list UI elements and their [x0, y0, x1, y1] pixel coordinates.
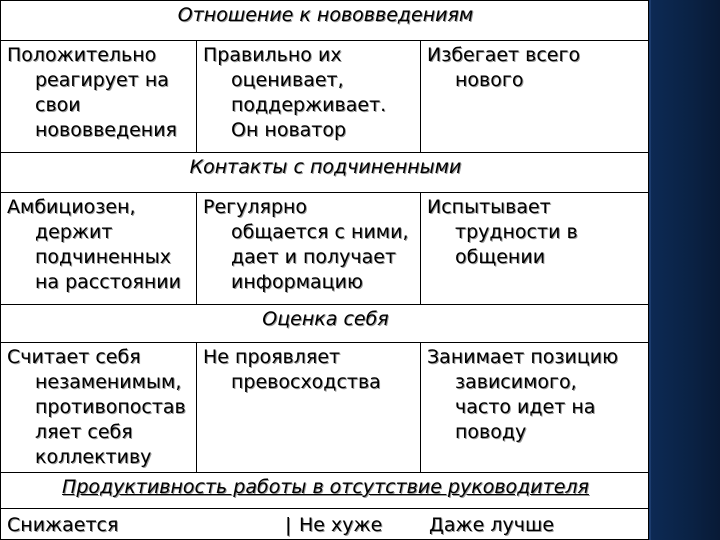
table-cell: Амбициозен, держит подчиненных на расстоянии — [1, 193, 197, 305]
table-row — [1, 343, 649, 473]
table-cell: Положительно реагирует на свои нововведения — [1, 41, 197, 153]
section-heading-productivity: Продуктивность работы в отсутствие руководителя — [1, 473, 649, 509]
table-cell: Испытывает трудности в общении — [421, 193, 649, 305]
section-heading-row — [1, 305, 649, 343]
section-heading-row — [1, 153, 649, 193]
decorative-side-panel — [648, 0, 720, 540]
table-cell: Правильно их оценивает, поддерживает. Он новатор — [197, 41, 421, 153]
section-heading-contacts: Контакты с подчиненными — [1, 153, 649, 193]
table-cell: Регулярно общается с ними, дает и получает информацию — [197, 193, 421, 305]
table-cell: Избегает всего нового — [421, 41, 649, 153]
table-cell: Не проявляет превосходства — [197, 343, 421, 473]
cell-text: Даже лучше — [429, 514, 555, 536]
table-row — [1, 509, 649, 540]
section-heading-self-assessment: Оценка себя — [1, 305, 649, 343]
table-cell — [1, 509, 649, 540]
table-cell: Считает себя незаменимым, противопостав ляет себя коллективу — [1, 343, 197, 473]
cell-text: Снижается — [7, 514, 119, 536]
section-heading-row — [1, 473, 649, 509]
section-heading-row — [1, 1, 649, 41]
table-row — [1, 41, 649, 153]
section-heading-innovation: Отношение к нововведениям — [1, 1, 649, 41]
cell-text: Не хуже — [299, 514, 383, 536]
table-row — [1, 193, 649, 305]
table-cell: Занимает позицию зависимого, часто идет на поводу — [421, 343, 649, 473]
divider: | — [285, 514, 292, 536]
